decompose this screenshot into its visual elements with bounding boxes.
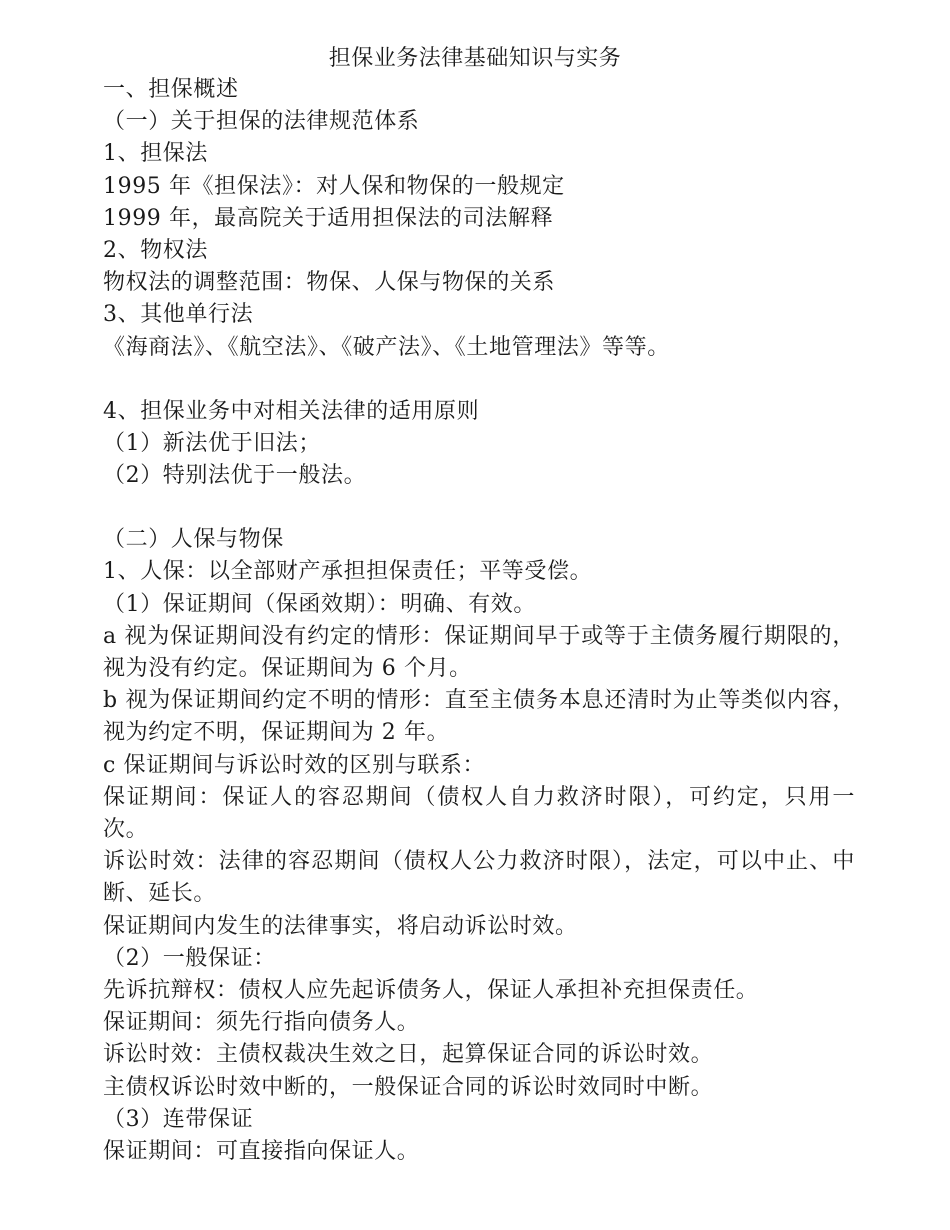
paragraph-limitation-period: 诉讼时效：法律的容忍期间（债权人公力救济时限），法定，可以中止、中断、延长。 xyxy=(103,849,855,907)
blank-line xyxy=(103,364,855,396)
text-line: 诉讼时效：主债权裁决生效之日，起算保证合同的诉讼时效。 xyxy=(103,1042,714,1068)
text-line: 保证期间：须先行指向债务人。 xyxy=(103,1010,420,1036)
blank-line xyxy=(103,492,855,524)
text-line: 先诉抗辩权：债权人应先起诉债务人，保证人承担补充担保责任。 xyxy=(103,978,759,1003)
paragraph-b: b 视为保证期间约定不明的情形：直至主债务本息还清时为止等类似内容，视为约定不明，保证期间为 2 年。 xyxy=(103,688,855,746)
text-line: 《海商法》、《航空法》、《破产法》、《土地管理法》等等。 xyxy=(103,334,670,360)
text-line: 物权法的调整范围：物保、人保与物保的关系 xyxy=(103,270,556,296)
heading-application-principles: 4、担保业务中对相关法律的适用原则 xyxy=(103,398,480,424)
document-body xyxy=(103,74,855,1168)
list-item: （2）特别法优于一般法。 xyxy=(103,463,367,489)
text-line: c 保证期间与诉讼时效的区别与联系： xyxy=(103,752,486,778)
text-line: 1999 年，最高院关于适用担保法的司法解释 xyxy=(103,205,554,231)
text-line: 1、人保：以全部财产承担担保责任；平等受偿。 xyxy=(103,559,593,585)
document-title: 担保业务法律基础知识与实务 xyxy=(328,46,622,71)
text-line: 保证期间内发生的法律事实，将启动诉讼时效。 xyxy=(103,913,578,939)
heading-property-law: 2、物权法 xyxy=(103,237,208,263)
heading-section-1: 一、担保概述 xyxy=(103,77,239,102)
paragraph-guarantee-period: 保证期间：保证人的容忍期间（债权人自力救济时限），可约定，只用一次。 xyxy=(103,784,855,843)
heading-subsection-legal-system: （一）关于担保的法律规范体系 xyxy=(103,109,420,135)
text-line: 主债权诉讼时效中断的，一般保证合同的诉讼时效同时中断。 xyxy=(103,1074,714,1100)
paragraph-a: a 视为保证期间没有约定的情形：保证期间早于或等于主债务履行期限的，视为没有约定。保证期间为 6 个月。 xyxy=(103,623,855,682)
text-line: 1995 年《担保法》：对人保和物保的一般规定 xyxy=(103,173,565,199)
text-line: （1）保证期间（保函效期）：明确、有效。 xyxy=(103,591,536,617)
list-item: （1）新法优于旧法； xyxy=(103,430,321,456)
heading-joint-guarantee: （3）连带保证 xyxy=(103,1106,254,1132)
text-line: 保证期间：可直接指向保证人。 xyxy=(103,1138,420,1164)
heading-general-guarantee: （2）一般保证： xyxy=(103,945,276,971)
heading-subsection-personal-property: （二）人保与物保 xyxy=(103,527,284,553)
heading-other-laws: 3、其他单行法 xyxy=(103,302,254,328)
heading-guarantee-law: 1、担保法 xyxy=(103,141,208,167)
